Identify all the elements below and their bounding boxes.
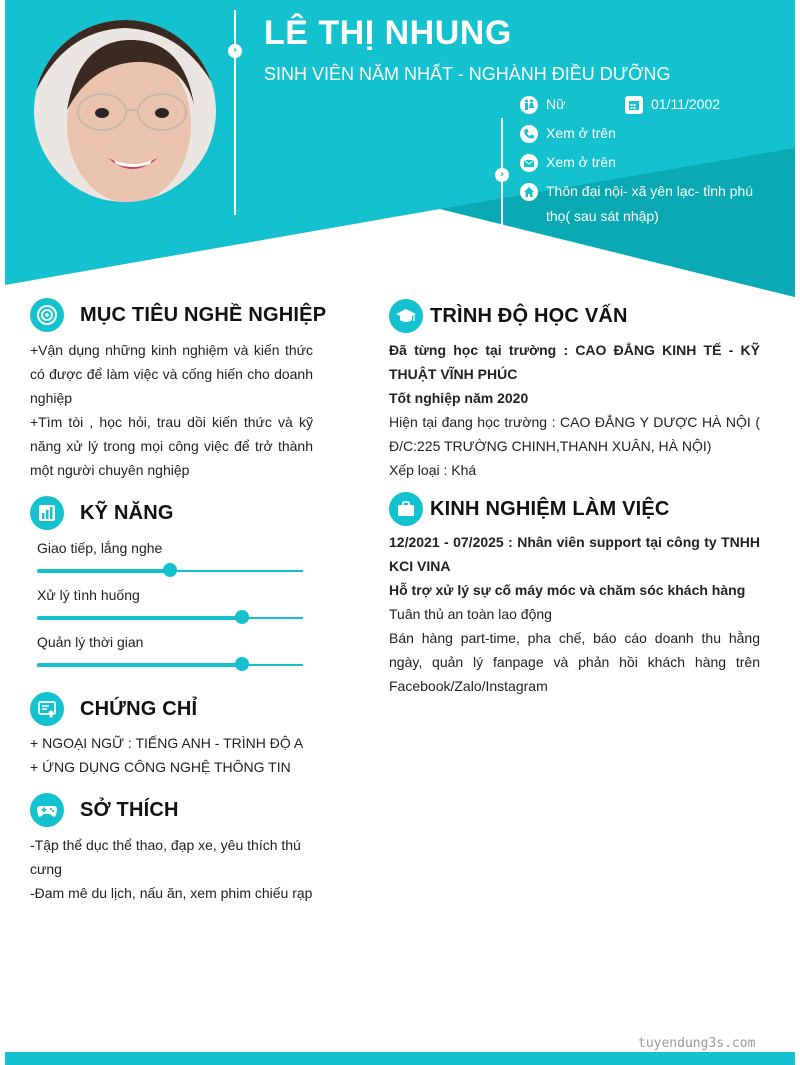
profile-photo	[34, 20, 216, 202]
skill-item	[37, 632, 303, 666]
education-section-header	[389, 299, 628, 333]
briefcase-icon	[389, 492, 423, 526]
hobbies-text	[30, 833, 313, 905]
skill-bar-fill	[37, 663, 242, 667]
dob-info	[625, 96, 720, 117]
hobby-line: -Tập thể dục thể thao, đạp xe, yêu thích thú cưng	[30, 837, 301, 877]
experience-text	[389, 530, 760, 698]
gender-info	[520, 96, 565, 117]
email-value: Xem ở trên	[546, 154, 616, 170]
certificate-icon	[30, 692, 64, 726]
skill-label: Xử lý tình huống	[37, 587, 140, 603]
experience-line: Bán hàng part-time, pha chế, báo cáo doanh thu hằng ngày, quản lý fanpage và phản hồi khách hàng trên Facebook/Zalo/Instagram	[389, 630, 760, 694]
skill-bar	[37, 617, 303, 619]
email-info	[520, 154, 616, 175]
experience-title: KINH NGHIỆM LÀM VIỆC	[430, 497, 670, 520]
phone-info	[520, 125, 616, 146]
chevron-right-icon: ›	[228, 44, 242, 58]
hobbies-section-header	[30, 793, 179, 827]
skill-bar-fill	[37, 616, 242, 620]
candidate-name: LÊ THỊ NHUNG	[264, 14, 512, 52]
graduation-cap-icon	[389, 299, 423, 333]
skill-item	[37, 538, 303, 572]
target-icon	[30, 298, 64, 332]
experience-task: Hỗ trợ xử lý sự cố máy móc và chăm sóc khách hàng	[389, 582, 746, 598]
education-rank: Xếp loại : Khá	[389, 462, 477, 478]
skills-title: KỸ NĂNG	[80, 501, 174, 524]
skill-bar-knob	[163, 563, 177, 577]
education-graduation: Tốt nghiệp năm 2020	[389, 390, 529, 406]
skill-item	[37, 585, 303, 619]
candidate-role: SINH VIÊN NĂM NHẤT - NGHÀNH ĐIỀU DƯỠNG	[264, 64, 671, 84]
objective-line: +Tìm tòi , học hỏi, trau dồi kiến thức và kỹ năng xử lý trong mọi công việc để trở thành một người chuyên nghiệp	[30, 414, 313, 478]
skill-label: Giao tiếp, lắng nghe	[37, 540, 163, 556]
home-icon	[520, 183, 538, 201]
email-icon	[520, 154, 538, 172]
bar-chart-icon	[30, 496, 64, 530]
hobbies-title: SỞ THÍCH	[80, 798, 179, 821]
gender-icon	[520, 96, 538, 114]
gamepad-icon	[30, 793, 64, 827]
dob-value: 01/11/2002	[651, 96, 721, 112]
experience-line: Tuân thủ an toàn lao động	[389, 606, 552, 622]
objective-line: +Vận dụng những kinh nghiệm và kiến thức có được để làm việc và cống hiến cho doanh nghiệp	[30, 342, 313, 406]
objective-section-header	[30, 298, 326, 332]
hobby-line: -Đam mê du lịch, nấu ăn, xem phim chiếu rạp	[30, 885, 313, 901]
header-divider-line	[234, 10, 236, 215]
experience-section-header	[389, 492, 670, 526]
certificates-title: CHỨNG CHỈ	[80, 697, 198, 720]
skill-bar-fill	[37, 569, 170, 573]
education-current: Hiện tại đang học trường : CAO ĐẲNG Y DƯỢC HÀ NỘI ( Đ/C:225 TRƯỜNG CHINH,THANH XUÂN, HÀ NỘI)	[389, 414, 760, 454]
phone-value: Xem ở trên	[546, 125, 616, 141]
certificates-section-header	[30, 692, 197, 726]
skill-bar	[37, 570, 303, 572]
skill-label: Quản lý thời gian	[37, 634, 144, 650]
education-text	[389, 338, 760, 482]
gender-value: Nữ	[546, 96, 566, 112]
objective-text	[30, 338, 313, 482]
skill-bar-knob	[235, 610, 249, 624]
address-value: Thôn đại nội- xã yên lạc- tỉnh phú thọ( sau sát nhập)	[546, 183, 754, 224]
footer-bar	[5, 1052, 795, 1065]
watermark: tuyendung3s.com	[638, 1036, 756, 1051]
calendar-icon	[625, 96, 643, 114]
certificate-line: + ỨNG DỤNG CÔNG NGHỆ THÔNG TIN	[30, 759, 291, 775]
chevron-right-icon: ›	[495, 168, 509, 182]
skills-section-header	[30, 496, 174, 530]
phone-icon	[520, 125, 538, 143]
skill-bar	[37, 664, 303, 666]
objective-title: MỤC TIÊU NGHỀ NGHIỆP	[80, 303, 327, 326]
experience-position: 12/2021 - 07/2025 : Nhân viên support tại công ty TNHH KCI VINA	[389, 534, 760, 574]
certificates-text	[30, 731, 320, 779]
education-school: Đã từng học tại trường : CAO ĐẲNG KINH TẾ - KỸ THUẬT VĨNH PHÚC	[389, 342, 760, 382]
certificate-line: + NGOẠI NGỮ : TIẾNG ANH - TRÌNH ĐỘ A	[30, 735, 304, 751]
skill-bar-knob	[235, 657, 249, 671]
education-title: TRÌNH ĐỘ HỌC VẤN	[430, 304, 628, 327]
address-info	[520, 183, 765, 229]
